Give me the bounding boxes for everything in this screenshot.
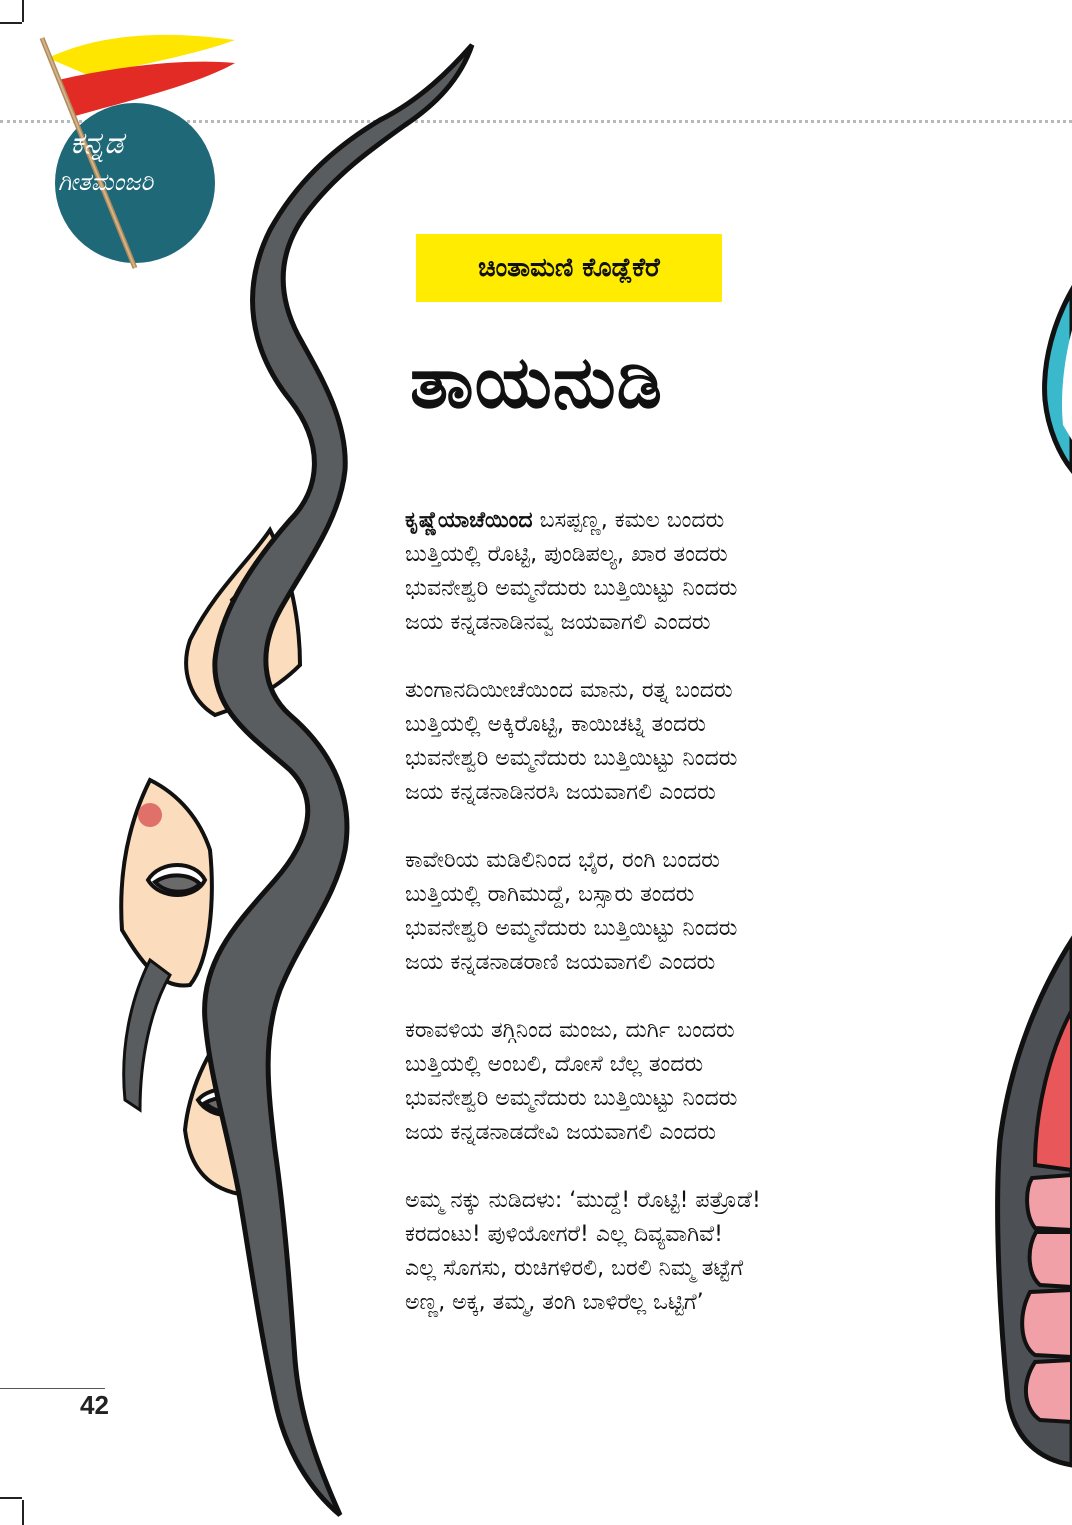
logo-title-line1: ಕನ್ನಡ	[70, 126, 124, 161]
poem-line: ಜಯ ಕನ್ನಡನಾಡಿನವ್ವ ಜಯವಾಗಲಿ ಎಂದರು	[405, 610, 711, 635]
poem-line: ಜಯ ಕನ್ನಡನಾಡರಾಣಿ ಜಯವಾಗಲಿ ಎಂದರು	[405, 950, 716, 975]
poem-line: ಜಯ ಕನ್ನಡನಾಡದೇವಿ ಜಯವಾಗಲಿ ಎಂದರು	[405, 1120, 716, 1145]
stanza-2	[405, 674, 875, 810]
poem-line-rest: ಬಸಪ್ಪಣ್ಣ, ಕಮಲ ಬಂದರು	[532, 508, 725, 533]
poem-line: ಭುವನೇಶ್ವರಿ ಅಮ್ಮನೆದುರು ಬುತ್ತಿಯಿಟ್ಟು ನಿಂದರು	[405, 746, 738, 771]
poem-line: ಬುತ್ತಿಯಲ್ಲಿ ರೊಟ್ಟಿ, ಪುಂಡಿಪಲ್ಯ, ಖಾರ ತಂದರು	[405, 542, 728, 567]
poem-line: ಬುತ್ತಿಯಲ್ಲಿ ಅಕ್ಕಿರೊಟ್ಟಿ, ಕಾಯಿಚಟ್ನಿ ತಂದರು	[405, 712, 706, 737]
stanza-4	[405, 1014, 875, 1150]
poem-line: ಭುವನೇಶ್ವರಿ ಅಮ್ಮನೆದುರು ಬುತ್ತಿಯಿಟ್ಟು ನಿಂದರು	[405, 916, 738, 941]
stanza-1	[405, 504, 875, 640]
stanza-5	[405, 1184, 875, 1320]
poem-line	[405, 504, 875, 538]
right-figure-illustration	[998, 290, 1072, 1465]
poem-line: ಎಲ್ಲ ಸೊಗಸು, ರುಚಿಗಳಿರಲಿ, ಬರಲಿ ನಿಮ್ಮ ತಟ್ಟೆಗೆ	[405, 1256, 744, 1281]
poem-line: ಬುತ್ತಿಯಲ್ಲಿ ರಾಗಿಮುದ್ದೆ, ಬಸ್ಸಾರು ತಂದರು	[405, 882, 695, 907]
poem-line: ಕಾವೇರಿಯ ಮಡಿಲಿನಿಂದ ಭೈರ, ರಂಗಿ ಬಂದರು	[405, 848, 720, 873]
logo-title-line2: ಗೀತಮಂಜರಿ	[58, 168, 154, 196]
poem-line: ಭುವನೇಶ್ವರಿ ಅಮ್ಮನೆದುರು ಬುತ್ತಿಯಿಟ್ಟು ನಿಂದರು	[405, 576, 738, 601]
poem-line: ಅಮ್ಮ ನಕ್ಕು ನುಡಿದಳು: ‘ಮುದ್ದೆ! ರೊಟ್ಟಿ! ಪತ್ರೊಡೆ!	[405, 1188, 761, 1213]
poem-line: ಅಣ್ಣ, ಅಕ್ಕ, ತಮ್ಮ, ತಂಗಿ ಬಾಳಿರೆಲ್ಲ ಒಟ್ಟಿಗೆ’	[405, 1290, 704, 1315]
stanza-lead-word: ಕೃಷ್ಣೆಯಾಚೆಯಿಂದ	[405, 508, 533, 533]
kannada-geetamanjari-logo	[30, 28, 245, 273]
author-highlight-box	[416, 234, 722, 302]
stanza-3	[405, 844, 875, 980]
poem-title: ತಾಯನುಡಿ	[410, 340, 663, 424]
poem-line: ಭುವನೇಶ್ವರಿ ಅಮ್ಮನೆದುರು ಬುತ್ತಿಯಿಟ್ಟು ನಿಂದರು	[405, 1086, 738, 1111]
poem-line: ಕರಾವಳಿಯ ತಗ್ಗಿನಿಂದ ಮಂಜು, ದುರ್ಗಿ ಬಂದರು	[405, 1018, 735, 1043]
poem-line: ತುಂಗಾನದಿಯೀಚೆಯಿಂದ ಮಾನು, ರತ್ನ ಬಂದರು	[405, 678, 733, 703]
poem-line: ಕರದಂಟು! ಪುಳಿಯೋಗರೆ! ಎಲ್ಲ ದಿವ್ಯವಾಗಿವೆ!	[405, 1222, 723, 1247]
poem-line: ಜಯ ಕನ್ನಡನಾಡಿನರಸಿ ಜಯವಾಗಲಿ ಎಂದರು	[405, 780, 716, 805]
poem-line: ಬುತ್ತಿಯಲ್ಲಿ ಅಂಬಲಿ, ದೋಸೆ ಬೆಲ್ಲ ತಂದರು	[405, 1052, 704, 1077]
page-number: 42	[80, 1390, 109, 1420]
poem-body	[405, 504, 875, 1354]
author-name: ಚಿಂತಾಮಣಿ ಕೊಡ್ಲೆಕೆರೆ	[478, 252, 660, 283]
flag-icon	[30, 28, 245, 273]
